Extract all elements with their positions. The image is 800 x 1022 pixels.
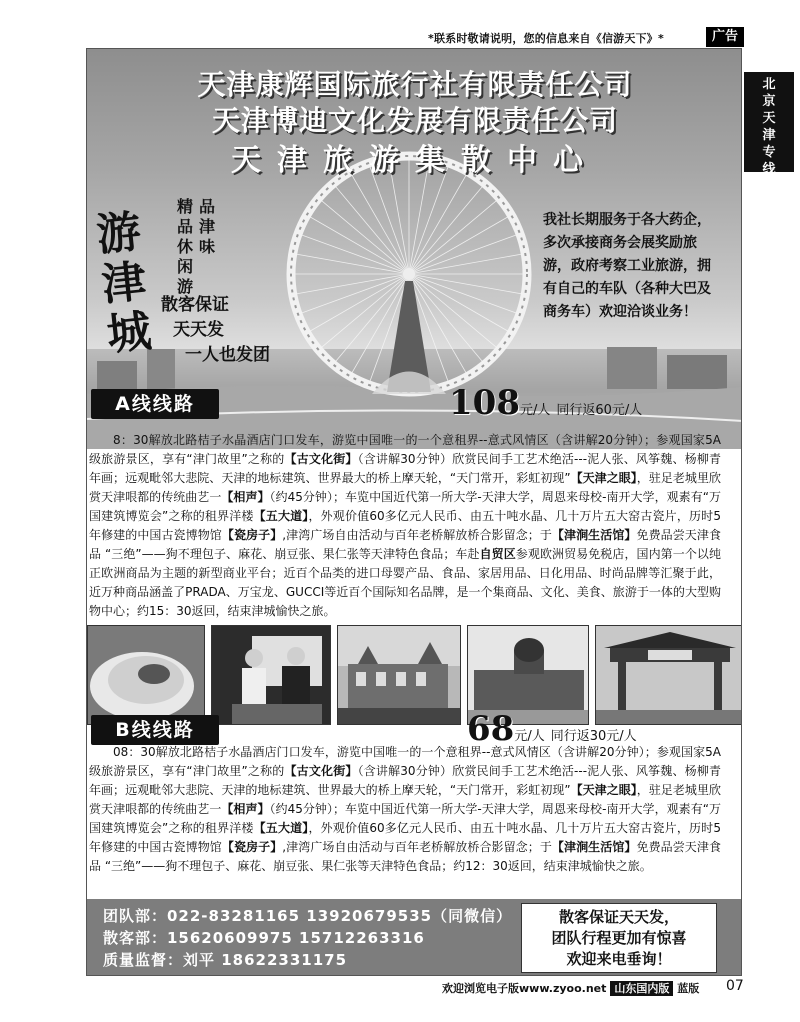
guarantee-line-1: 散客保证天天发， [558,908,679,926]
route-text-segment: ，外观价值60多亿元人民币、由五十吨水晶、几十万片五大窑古瓷片，历时5年修建的中国古瓷博物馆 [89,821,721,854]
guarantee-line-3: 欢迎来电垂询！ [566,950,672,968]
route-text-segment: 免费品尝天津食品 “三绝”——狗不理包子、麻花、崩豆张、果仁张等天津特色食品；车赴 [89,528,721,561]
highlighted-attraction: 【瓷房子】 [221,528,283,542]
route-b-label: B线线路 [91,715,219,745]
side-tab [744,72,794,177]
tagline-column-1 [175,197,195,297]
company-name-1: 天津康辉国际旅行社有限责任公司 [197,68,633,101]
side-tab-char: 北 [762,77,776,92]
highlighted-attraction: 【津涧生活馆】 [551,840,637,854]
slogans [161,293,270,368]
tagline-char: 游 [176,277,193,296]
route-text-segment: ,津湾广场自由活动与百年老桥解放桥合影留念；于 [282,528,552,542]
tagline-char: 休 [176,237,193,256]
highlighted-attraction: 【五大道】 [253,509,309,523]
route-a-price-value: 108 [449,383,520,423]
highlighted-attraction: 自贸区 [479,547,516,561]
route-text-segment: （约45分钟）；车览中国近代第一所大学-天津大学，周恩来母校-南开大学，观素有“万国建筑博览会”之称的租界洋楼 [89,802,721,835]
promo-text: 我社长期服务于各大药企，多次承接商务会展奖励旅游，政府考察工业旅游，拥有自己的车队（各种大巴及商务车）欢迎洽谈业务！ [543,212,711,320]
footer-edition: 山东国内版 [610,981,673,996]
side-tab-char: 京 [762,94,776,109]
photo-baozi [87,625,205,725]
calligraphy-char: 游 [94,206,144,262]
route-text-segment: ，驻足老城里欣赏天津哏都的传统曲艺一 [89,783,721,816]
tagline-char: 精 [176,197,193,216]
route-b-rebate: 同行返30元/人 [550,729,637,744]
route-text-segment: （含讲解30分钟）欣赏民间手工艺术绝活---泥人张、风筝魏、杨柳青年画；远观毗邻大悲院、天津的地标建筑、世界最大的桥上摩天轮，“天门常开，彩虹初现” [89,764,722,797]
tagline-char: 闲 [176,257,193,276]
quality-supervision-phone: 质量监督：刘平 18622331175 [103,951,348,969]
slogan-line: 散客保证 [161,295,229,315]
route-b-price-value: 68 [467,709,515,749]
ad-tag: 广告 [706,27,744,47]
highlighted-attraction: 【古文化街】 [284,452,358,466]
route-text-segment: 08：30解放北路桔子水晶酒店门口发车，游览中国唯一的一个意租界--意式风情区（含讲解20分钟）；参观国家5A级旅游景区，享有“津门故里”之称的 [89,745,721,778]
tagline-char: 品 [198,197,215,216]
company-name-3: 天津旅游集散中心 [231,143,599,178]
highlighted-attraction: 【五大道】 [253,821,309,835]
route-b-price-unit: 元/人 [514,729,545,744]
side-tab-char: 专 [762,145,776,160]
tagline-char: 津 [198,217,215,236]
photo-crosstalk [211,625,331,725]
route-a-rebate: 同行返60元/人 [556,403,643,418]
route-text-segment: ，驻足老城里欣赏天津哏都的传统曲艺一 [89,471,721,504]
page-number: 07 [726,978,744,994]
footer-browse-link[interactable]: 欢迎浏览电子版www.zyoo.net [442,982,607,995]
highlighted-attraction: 【相声】 [221,802,270,816]
highlighted-attraction: 【天津之眼】 [570,471,637,485]
guarantee-line-2: 团队行程更加有惊喜 [551,929,687,947]
side-tab-char: 津 [762,128,776,143]
route-text-segment: ，外观价值60多亿元人民币、由五十吨水晶、几十万片五大窑古瓷片，历时5年修建的中国古瓷博物馆 [89,509,721,542]
tagline-char: 品 [176,217,193,236]
highlighted-attraction: 【天津之眼】 [570,783,637,797]
footer-color: 蓝版 [677,982,700,995]
highlighted-attraction: 【瓷房子】 [221,840,283,854]
route-a-description [89,431,721,621]
highlighted-attraction: 【古文化街】 [284,764,358,778]
guarantee-box [521,903,717,973]
highlighted-attraction: 【津涧生活馆】 [551,528,637,542]
tagline-column-2 [197,197,217,257]
route-b-description [89,743,721,876]
slogan-line: 一人也发团 [185,345,270,365]
side-tab-char: 线 [762,162,776,177]
slogan-line: 天天发 [173,320,224,340]
route-text-segment: ,津湾广场自由活动与百年老桥解放桥合影留念；于 [282,840,552,854]
route-text-segment: （约45分钟）；车览中国近代第一所大学-天津大学，周恩来母校-南开大学，观素有“万国建筑博览会”之称的租界洋楼 [89,490,721,523]
tagline-char: 味 [198,237,215,256]
side-tab-char: 天 [762,111,776,126]
calligraphy-char: 津 [99,255,149,312]
footer [442,980,699,996]
hero-banner [87,49,742,449]
photo-castle [337,625,461,725]
contact-bar [87,899,742,976]
photo-strip [87,625,742,725]
contact-lines [103,905,512,971]
route-a-price-unit: 元/人 [519,403,551,418]
route-text-segment: （含讲解30分钟）欣赏民间手工艺术绝活---泥人张、风筝魏、杨柳青年画；远观毗邻大悲院、天津的地标建筑、世界最大的桥上摩天轮，“天门常开，彩虹初现” [89,452,722,485]
calligraphy-char: 城 [104,305,154,361]
route-text-segment: 参观欧洲贸易免税店，国内第一个以纯正欧洲商品为主题的新型商业平台；近百个品类的进口母婴产品、食品、家居用品、日化用品、时尚品牌等汇聚于此，近万种商品涵盖了PRADA、万宝龙、GUCCI等近百个国际知名品牌，是一个集商品、文化、美食、旅游于一体的大型购物中心；约15：30返回，结束津城愉快之旅。 [89,547,721,618]
team-department-phone: 团队部：022-83281165 13920679535（同微信） [103,907,513,925]
retail-department-phone: 散客部：15620609975 15712263316 [103,929,425,947]
company-name-2: 天津博迪文化发展有限责任公司 [211,104,618,137]
route-a-price [449,383,642,423]
advert-panel [86,48,742,976]
route-text-segment: 免费品尝天津食品 “三绝”——狗不理包子、麻花、崩豆张、果仁张等天津特色食品；约12：30返回，结束津城愉快之旅。 [89,840,721,873]
route-a-label: A线线路 [91,389,219,419]
route-text-segment: 8：30解放北路桔子水晶酒店门口发车，游览中国唯一的一个意租界--意式风情区（含讲解20分钟）；参观国家5A级旅游景区，享有“津门故里”之称的 [89,433,721,466]
highlighted-attraction: 【相声】 [221,490,270,504]
top-note: *联系时敬请说明，您的信息来自《信游天下》* [428,32,664,45]
